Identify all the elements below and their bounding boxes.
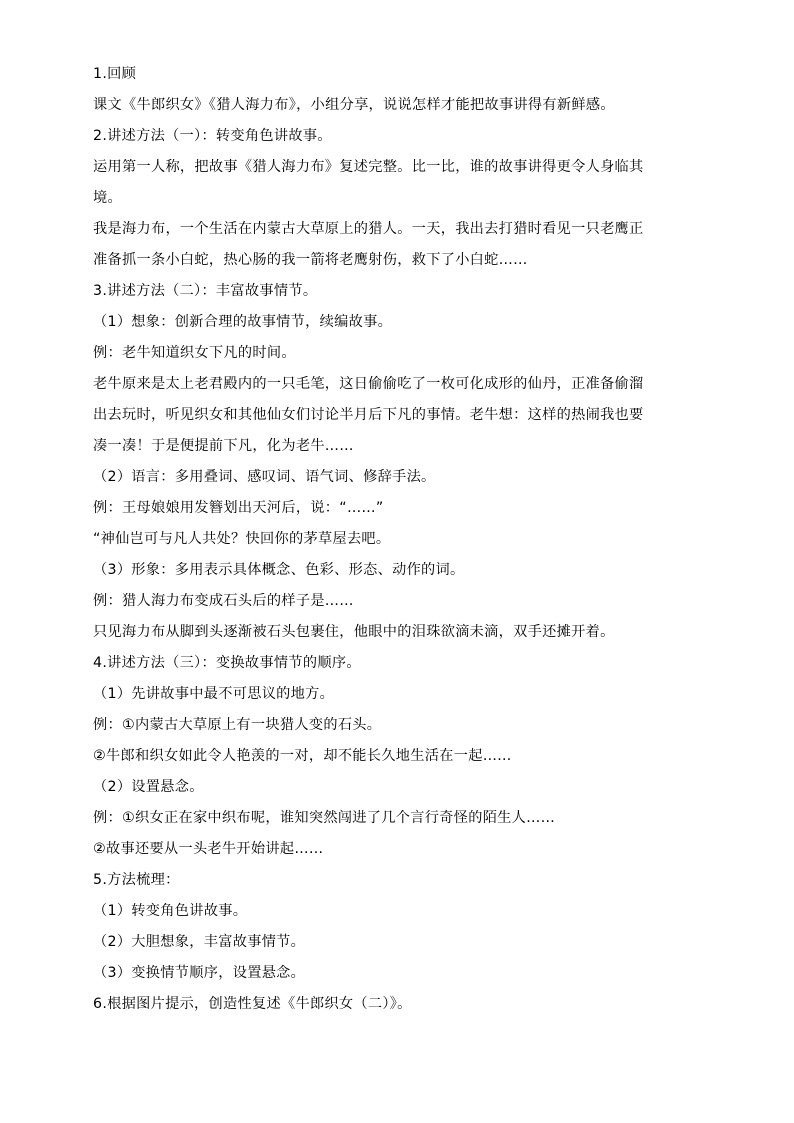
method-one-instruction: 运用第一人称，把故事《猎人海力布》复述完整。比一比，谁的故事讲得更令人身临其: [93, 159, 644, 175]
language-example: “神仙岂可与凡人共处？快回你的茅草屋去吧。: [93, 531, 391, 547]
image-example: 只见海力布从脚到头逐渐被石头包裹住，他眼中的泪珠欲滴未滴，双手还摊开着。: [93, 624, 615, 640]
incredible-example-two: ②牛郎和织女如此令人艳羡的一对，却不能长久地生活在一起……: [93, 748, 512, 764]
heading-method-one: 2.讲述方法（一）：转变角色讲故事。: [93, 128, 332, 144]
heading-method-three: 4.讲述方法（三）：变换故事情节的顺序。: [93, 655, 361, 671]
summary-item-three: （3）变换情节顺序，设置悬念。: [93, 965, 306, 981]
review-text: 课文《牛郎织女》《猎人海力布》，小组分享，说说怎样才能把故事讲得有新鲜感。: [93, 97, 615, 113]
incredible-example-one: 例：①内蒙古大草原上有一块猎人变的石头。: [93, 717, 382, 733]
method-one-example-cont: 准备抓一条小白蛇，热心肠的我一箭将老鹰射伤，救下了小白蛇……: [93, 252, 528, 268]
image-item: （3）形象：多用表示具体概念、色彩、形态、动作的词。: [93, 562, 465, 578]
method-one-instruction-cont: 境。: [93, 190, 122, 206]
image-example-label: 例：猎人海力布变成石头后的样子是……: [93, 593, 354, 609]
heading-review: 1.回顾: [93, 66, 137, 82]
summary-item-two: （2）大胆想象，丰富故事情节。: [93, 934, 306, 950]
suspense-item: （2）设置悬念。: [93, 779, 204, 795]
suspense-example-two: ②故事还要从一头老牛开始讲起……: [93, 841, 324, 857]
imagination-example: 老牛原来是太上老君殿内的一只毛笔，这日偷偷吃了一枚可化成形的仙丹，正准备偷溜: [93, 376, 644, 392]
method-one-example: 我是海力布，一个生活在内蒙古大草原上的猎人。一天，我出去打猎时看见一只老鹰正: [93, 221, 644, 237]
heading-retell-task: 6.根据图片提示，创造性复述《牛郎织女（二）》。: [93, 996, 412, 1012]
imagination-example-label: 例：老牛知道织女下凡的时间。: [93, 345, 296, 361]
heading-method-two: 3.讲述方法（二）：丰富故事情节。: [93, 283, 318, 299]
summary-item-one: （1）转变角色讲故事。: [93, 903, 248, 919]
document-body: [93, 59, 707, 1020]
language-item: （2）语言：多用叠词、感叹词、语气词、修辞手法。: [93, 469, 436, 485]
heading-summary: 5.方法梳理：: [93, 872, 180, 888]
imagination-item: （1）想象：创新合理的故事情节，续编故事。: [93, 314, 393, 330]
imagination-example-end: 凑一凑！于是便提前下凡，化为老牛……: [93, 438, 354, 454]
incredible-first-item: （1）先讲故事中最不可思议的地方。: [93, 686, 335, 702]
language-example-label: 例：王母娘娘用发簪划出天河后，说：“……”: [93, 500, 384, 516]
suspense-example-one: 例：①织女正在家中织布呢，谁知突然闯进了几个言行奇怪的陌生人……: [93, 810, 556, 826]
imagination-example-cont: 出去玩时，听见织女和其他仙女们讨论半月后下凡的事情。老牛想：这样的热闹我也要: [93, 407, 644, 423]
